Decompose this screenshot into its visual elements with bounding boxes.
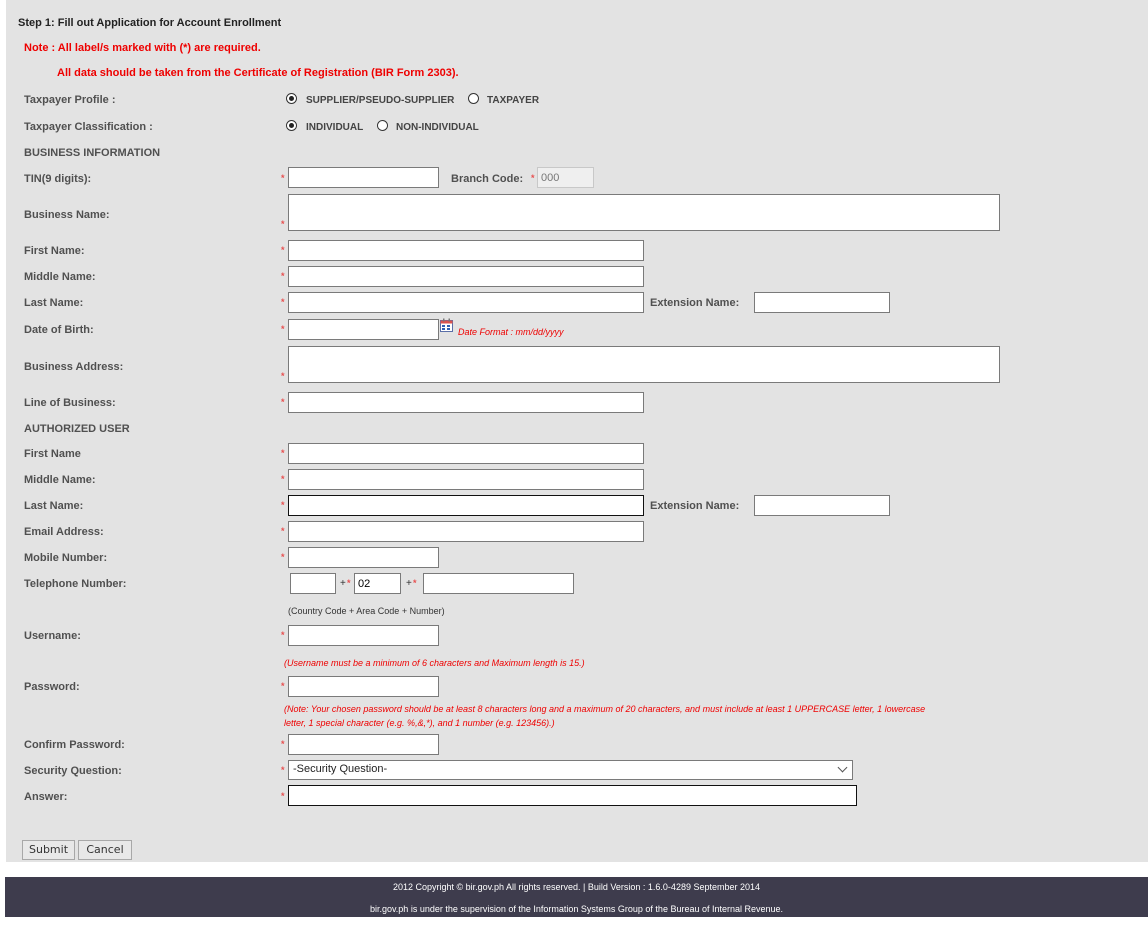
- required-marker: *: [281, 245, 285, 255]
- required-marker: *: [281, 219, 285, 229]
- footer-copyright: 2012 Copyright © bir.gov.ph All rights reserved. | Build Version : 1.6.0-4289 September 2014: [392, 882, 761, 892]
- radio-individual-label: INDIVIDUAL: [306, 122, 364, 133]
- mobile-label: Mobile Number:: [24, 552, 108, 564]
- business-address-input[interactable]: [288, 346, 1000, 383]
- required-marker: *: [531, 173, 535, 183]
- user-last-name-label: Last Name:: [24, 500, 84, 512]
- username-hint: (Username must be a minimum of 6 characters and Maximum length is 15.): [284, 658, 585, 668]
- password-hint-line1: (Note: Your chosen password should be at least 8 characters long and a maximum of 20 characters, and must include at least 1 UPPERCASE letter, 1 lowercase: [284, 704, 926, 714]
- password-hint-line2: letter, 1 special character (e.g. %,&,*), and 1 number (e.g. 123456).): [284, 718, 555, 728]
- first-name-label: First Name:: [24, 245, 85, 257]
- password-label: Password:: [24, 681, 80, 693]
- required-marker: *: [281, 371, 285, 381]
- user-first-name-input[interactable]: [288, 443, 644, 464]
- telephone-label: Telephone Number:: [24, 578, 127, 590]
- business-first-name-input[interactable]: [288, 240, 644, 261]
- required-marker: *: [281, 739, 285, 749]
- chevron-down-icon: [838, 763, 848, 773]
- user-middle-name-label: Middle Name:: [24, 474, 96, 486]
- last-name-label: Last Name:: [24, 297, 84, 309]
- plus-sign: +: [340, 578, 346, 589]
- radio-non-individual[interactable]: [377, 120, 388, 131]
- radio-supplier[interactable]: [286, 93, 297, 104]
- required-note: Note : All label/s marked with (*) are required.: [24, 42, 261, 54]
- business-extension-name-input[interactable]: [754, 292, 890, 313]
- email-label: Email Address:: [24, 526, 104, 538]
- business-name-label: Business Name:: [24, 209, 110, 221]
- required-marker: *: [281, 500, 285, 510]
- tin-input[interactable]: [288, 167, 439, 188]
- radio-non-individual-label: NON-INDIVIDUAL: [396, 122, 479, 133]
- business-last-name-input[interactable]: [288, 292, 644, 313]
- email-input[interactable]: [288, 521, 644, 542]
- required-marker: *: [281, 552, 285, 562]
- business-address-label: Business Address:: [24, 361, 124, 373]
- required-marker: *: [281, 173, 285, 183]
- business-middle-name-input[interactable]: [288, 266, 644, 287]
- required-marker: *: [281, 448, 285, 458]
- radio-taxpayer[interactable]: [468, 93, 479, 104]
- branch-code-label: Branch Code:: [451, 173, 524, 185]
- dob-input[interactable]: [288, 319, 439, 340]
- taxpayer-profile-label: Taxpayer Profile :: [24, 94, 116, 106]
- footer-supervision: bir.gov.ph is under the supervision of the Information Systems Group of the Bureau of Internal Revenue.: [369, 904, 784, 914]
- confirm-password-label: Confirm Password:: [24, 739, 125, 751]
- branch-code-input[interactable]: [537, 167, 594, 188]
- footer: [5, 877, 1148, 917]
- username-label: Username:: [24, 630, 81, 642]
- user-middle-name-input[interactable]: [288, 469, 644, 490]
- business-name-input[interactable]: [288, 194, 1000, 231]
- user-first-name-label: First Name: [24, 448, 81, 460]
- radio-supplier-label: SUPPLIER/PSEUDO-SUPPLIER: [306, 95, 455, 106]
- username-input[interactable]: [288, 625, 439, 646]
- form-panel: [6, 0, 1148, 862]
- submit-button[interactable]: Submit: [22, 840, 75, 860]
- plus-sign: +: [406, 578, 412, 589]
- required-marker: *: [347, 578, 351, 588]
- authorized-user-heading: AUTHORIZED USER: [24, 423, 130, 435]
- required-marker: *: [281, 791, 285, 801]
- data-source-note: All data should be taken from the Certificate of Registration (BIR Form 2303).: [57, 67, 459, 79]
- security-question-value: -Security Question-: [293, 763, 388, 775]
- answer-input[interactable]: [288, 785, 857, 806]
- required-marker: *: [281, 681, 285, 691]
- required-marker: *: [281, 397, 285, 407]
- user-extension-name-input[interactable]: [754, 495, 890, 516]
- cancel-button[interactable]: Cancel: [78, 840, 132, 860]
- required-marker: *: [281, 630, 285, 640]
- security-question-select[interactable]: [288, 760, 853, 780]
- required-marker: *: [413, 578, 417, 588]
- answer-label: Answer:: [24, 791, 68, 803]
- telephone-country-code-input[interactable]: [290, 573, 336, 594]
- taxpayer-classification-label: Taxpayer Classification :: [24, 121, 153, 133]
- line-of-business-input[interactable]: [288, 392, 644, 413]
- telephone-number-input[interactable]: [423, 573, 574, 594]
- line-of-business-label: Line of Business:: [24, 397, 116, 409]
- calendar-icon[interactable]: [440, 318, 453, 332]
- required-marker: *: [281, 297, 285, 307]
- dob-label: Date of Birth:: [24, 324, 94, 336]
- date-format-hint: Date Format : mm/dd/yyyy: [458, 327, 564, 337]
- mobile-input[interactable]: [288, 547, 439, 568]
- tin-label: TIN(9 digits):: [24, 173, 92, 185]
- confirm-password-input[interactable]: [288, 734, 439, 755]
- radio-taxpayer-label: TAXPAYER: [487, 95, 540, 106]
- telephone-area-code-input[interactable]: [354, 573, 401, 594]
- radio-individual[interactable]: [286, 120, 297, 131]
- required-marker: *: [281, 271, 285, 281]
- telephone-format-hint: (Country Code + Area Code + Number): [288, 606, 445, 616]
- password-input[interactable]: [288, 676, 439, 697]
- extension-name-label: Extension Name:: [650, 297, 740, 309]
- security-question-label: Security Question:: [24, 765, 122, 777]
- middle-name-label: Middle Name:: [24, 271, 96, 283]
- user-last-name-input[interactable]: [288, 495, 644, 516]
- required-marker: *: [281, 474, 285, 484]
- page-title: Step 1: Fill out Application for Account Enrollment: [18, 17, 282, 29]
- user-extension-name-label: Extension Name:: [650, 500, 740, 512]
- required-marker: *: [281, 765, 285, 775]
- required-marker: *: [281, 526, 285, 536]
- business-info-heading: BUSINESS INFORMATION: [24, 147, 161, 159]
- required-marker: *: [281, 324, 285, 334]
